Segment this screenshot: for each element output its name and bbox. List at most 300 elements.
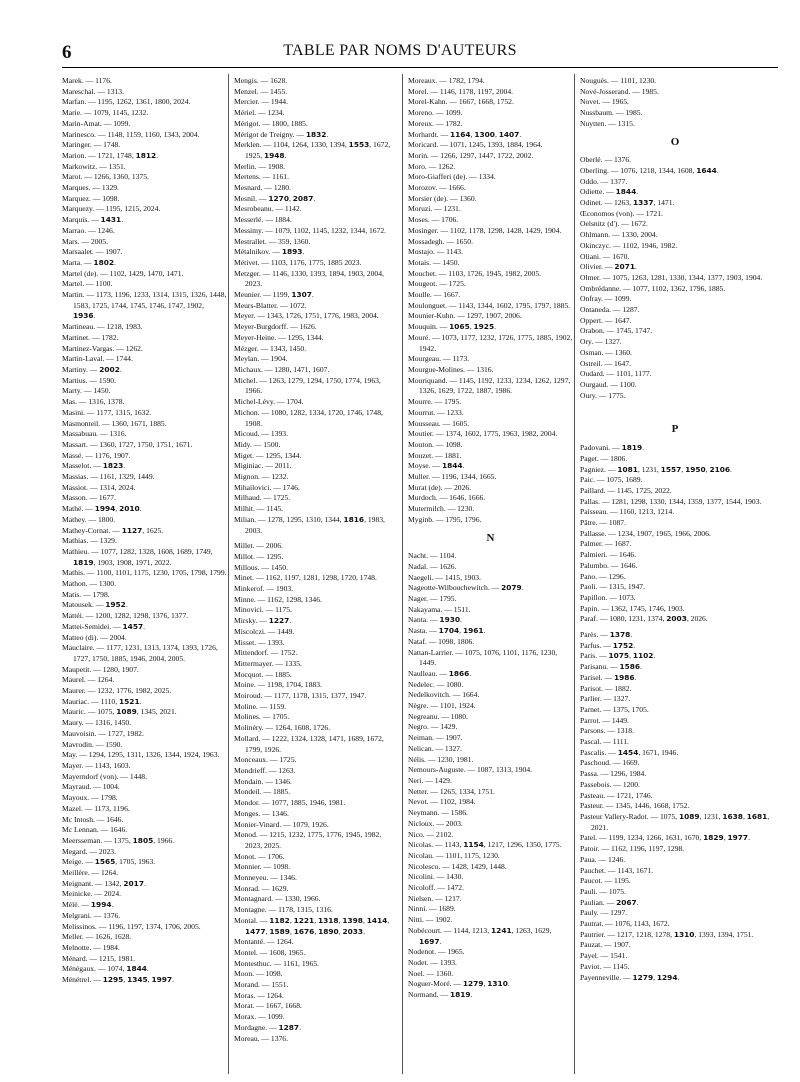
index-entry: Padovani. — 1819.: [580, 443, 645, 453]
index-entry: Parisot. — 1882.: [580, 683, 632, 693]
index-entry: Nodenot. — 1965.: [408, 947, 465, 957]
index-entry: Michel. — 1263, 1279, 1294, 1750, 1774, 1963, 1966.: [234, 375, 381, 396]
index-entry: Mathey. — 1800.: [62, 514, 116, 524]
index-entry: Ontaneda. — 1287.: [580, 305, 640, 315]
index-entry: Nedelec. — 1080.: [408, 679, 464, 689]
index-entry: Nicolas. — 1143, 1154, 1217, 1296, 1350, 1775.: [408, 840, 562, 850]
index-entry: Passebois. — 1200.: [580, 779, 640, 789]
index-entry: Marot. — 1266, 1360, 1375.: [62, 172, 149, 182]
index-entry: Mollard. — 1222, 1324, 1328, 1471, 1689, 1672, 1799, 1926.: [234, 733, 384, 754]
index-entry: Matis. — 1798.: [62, 589, 110, 599]
index-entry: Melnotte. — 1984.: [62, 942, 120, 952]
index-entry: Mauclaire. — 1177, 1231, 1313, 1374, 1393, 1726, 1727, 1750, 1885, 1946, 2004, 2005.: [62, 643, 218, 663]
index-entry: Pautrat. — 1076, 1143, 1672.: [580, 919, 670, 929]
index-entry: Ory. — 1327.: [580, 337, 622, 347]
index-entry: Minne. — 1162, 1298, 1346.: [234, 594, 322, 604]
index-entry: Matousek. — 1952.: [62, 600, 128, 610]
index-entry: Mourgeau. — 1173.: [408, 354, 470, 364]
index-entry: Mareschal. — 1313.: [62, 86, 124, 96]
index-entry: Marquis. — 1431.: [62, 215, 124, 225]
index-entry: Mathé. — 1994, 2010.: [62, 504, 142, 514]
index-entry: Mourgue-Molines. — 1316.: [408, 364, 494, 374]
index-entry: Mathon. — 1300.: [62, 579, 116, 589]
index-entry: Markowitz. — 1351.: [62, 161, 126, 171]
index-entry: Nevot. — 1102, 1984.: [408, 797, 476, 807]
index-entry: Marquezy. — 1195, 1215, 2024.: [62, 204, 161, 214]
index-entry: Meyer-Burgdorff. — 1626.: [234, 322, 317, 332]
index-entry: Montal. — 1182, 1221, 1318, 1398, 1414, 1477, 1589, 1676, 1890, 2033.: [234, 915, 390, 936]
index-entry: Moutier. — 1374, 1602, 1775, 1963, 1982, 2004.: [408, 429, 558, 439]
index-entry: Michon. — 1080, 1282, 1334, 1720, 1746, 1748, 1908.: [234, 407, 383, 428]
index-entry: Morand. — 1551.: [234, 980, 289, 990]
index-entry: Montanté. — 1264.: [234, 937, 294, 947]
index-entry: Oury. — 1775.: [580, 390, 626, 400]
index-entry: Pallasse. — 1234, 1907, 1965, 1966, 2006.: [580, 528, 711, 538]
index-entry: Mondrieff. — 1263.: [234, 766, 296, 775]
index-entry: Megard. — 2023.: [62, 846, 116, 856]
index-entry: Mittendorf. — 1752.: [234, 648, 298, 658]
index-entry: Pallas. — 1281, 1298, 1330, 1344, 1359, 1377, 1544, 1903.: [580, 496, 762, 506]
index-entry: Moon. — 1098.: [234, 969, 283, 979]
index-entry: Montagne. — 1178, 1315, 1316.: [234, 905, 333, 915]
index-entry: Netter. — 1265, 1334, 1751.: [408, 786, 495, 796]
index-entry: Nougués. — 1101, 1230.: [580, 76, 657, 85]
index-entry: Mélé. — 1994.: [62, 900, 114, 910]
index-entry: Passa. — 1296, 1984.: [580, 769, 647, 779]
index-entry: Martius. — 1590.: [62, 375, 116, 385]
index-entry: Mc Intosh. — 1646.: [62, 814, 124, 824]
index-entry: Minovici. — 1175.: [234, 605, 292, 615]
index-entry: Papillon. — 1073.: [580, 592, 636, 602]
index-entry: Mestrallet. — 359, 1360.: [234, 236, 311, 246]
index-entry: Parisanu. — 1586.: [580, 662, 642, 672]
index-entry: Mas. — 1316, 1378.: [62, 397, 125, 407]
index-entry: Nacht. — 1104.: [408, 551, 457, 561]
index-entry: Mondain. — 1346.: [234, 776, 292, 786]
index-entry: Micoud. — 1393.: [234, 429, 288, 439]
index-entry: Paua. — 1246.: [580, 854, 626, 864]
index-entry: Pascalis. — 1454, 1671, 1946.: [580, 747, 679, 757]
index-entry: Mutermilch. — 1230.: [408, 504, 475, 514]
index-entry: Pauzat. — 1907.: [580, 940, 631, 950]
index-entry: Milian. — 1278, 1295, 1310, 1344, 1816, 1983, 2003.: [234, 514, 385, 535]
index-entry: Michel-Lévy. — 1704.: [234, 397, 304, 407]
index-entry: Nicolini. — 1430.: [408, 872, 464, 882]
index-column-1: [62, 76, 227, 986]
index-entry: Pauli. — 1075.: [580, 886, 626, 896]
index-entry: Millet. — 2006.: [234, 541, 283, 551]
index-entry: Marsaalet. — 1907.: [62, 247, 123, 257]
index-entry: Miscolczi. — 1449.: [234, 626, 295, 636]
index-entry: Paraf. — 1080, 1231, 1374, 2003, 2026.: [580, 614, 708, 624]
index-entry: Melgrani. — 1376.: [62, 910, 121, 920]
index-entry: Mattéi. — 1200, 1282, 1298, 1376, 1377.: [62, 611, 189, 621]
section-letter-heading: O: [670, 135, 680, 148]
index-entry: Midy. — 1500.: [234, 439, 281, 449]
index-entry: Masselot. — 1823.: [62, 461, 126, 471]
index-entry: Paviot. — 1145.: [580, 961, 630, 971]
index-entry: Paris. — 1075, 1102.: [580, 651, 656, 661]
index-entry: Mavrodin. — 1590.: [62, 739, 123, 749]
index-entry: Nicoloff. — 1472.: [408, 883, 464, 893]
index-entry: Moyse. — 1844.: [408, 461, 465, 471]
index-entry: Pâtre. — 1087.: [580, 518, 626, 528]
index-entry: Meylan. — 1904.: [234, 354, 288, 364]
index-entry: Nageotte-Wilbouchewitch. — 2079.: [408, 583, 524, 593]
index-entry: Nuytten. — 1315.: [580, 118, 635, 128]
index-entry: Milhaud. — 1725.: [234, 493, 291, 503]
index-entry: Mirsky. — 1227.: [234, 616, 292, 626]
index-entry: Noguer-Moré. — 1279, 1310.: [408, 979, 510, 989]
index-entry: Mathey-Cornat. — 1127, 1625.: [62, 525, 164, 535]
index-entry: Pauchet. — 1143, 1671.: [580, 865, 654, 875]
index-entry: Métivet. — 1103, 1176, 1775, 1885 2023.: [234, 257, 362, 267]
index-entry: Morin. — 1266, 1297, 1447, 1722, 2002.: [408, 150, 534, 160]
column-divider: [228, 74, 229, 1074]
index-entry: Ourgaud. — 1100.: [580, 379, 637, 389]
index-entry: Myginb. — 1795, 1796.: [408, 514, 482, 524]
index-entry: Mengis. — 1628.: [234, 76, 288, 85]
index-entry: Mériel. — 1234.: [234, 108, 285, 118]
index-entry: Oudard. — 1101, 1177.: [580, 369, 652, 379]
index-entry: Moro. — 1262.: [408, 161, 456, 171]
index-entry: Oelsnitz (d'). — 1672.: [580, 219, 648, 229]
index-entry: Neiman. — 1907.: [408, 733, 463, 743]
index-entry: Paucot. — 1195.: [580, 876, 631, 886]
index-entry: Massart. — 1360, 1727, 1750, 1751, 1671.: [62, 439, 193, 449]
index-entry: Parrot. — 1449.: [580, 715, 629, 725]
index-entry: Minet. — 1162, 1197, 1281, 1298, 1720, 1748.: [234, 573, 377, 583]
section-letter-heading: N: [486, 531, 495, 544]
index-entry: Massias. — 1161, 1329, 1449.: [62, 472, 155, 482]
index-entry: Payel. — 1541.: [580, 951, 628, 961]
index-entry: Maurer. — 1232, 1776, 1982, 2025.: [62, 686, 172, 696]
index-entry: Métalnikov. — 1893.: [234, 247, 305, 257]
index-entry: Olivier. — 2071.: [580, 262, 637, 272]
index-entry: Nakayama. — 1511.: [408, 604, 471, 614]
index-entry: Pasteur Vallery-Radot. — 1075, 1089, 1231, 1638, 1681, 2021.: [580, 812, 770, 832]
index-entry: Montel. — 1608, 1965.: [234, 947, 306, 957]
index-entry: Messerlé. — 1884.: [234, 215, 292, 225]
index-entry: Moras. — 1264.: [234, 990, 284, 1000]
index-entry: Martinet. — 1782.: [62, 332, 119, 342]
index-entry: Mattei-Semidei. — 1457.: [62, 621, 146, 631]
index-entry: Moreux. — 1782.: [408, 118, 463, 128]
index-entry: Mesnil. — 1270, 2087.: [234, 193, 316, 203]
index-entry: Martin-Laval. — 1744.: [62, 354, 133, 364]
index-entry: Nielsen. — 1217.: [408, 893, 462, 903]
column-divider: [402, 74, 403, 1074]
index-entry: Mauric. — 1075, 1089, 1345, 2021.: [62, 707, 177, 717]
index-entry: Mourre. — 1795.: [408, 397, 462, 407]
index-entry: Mathieu. — 1077, 1282, 1328, 1608, 1689, 1749, 1819, 1903, 1908, 1971, 2022.: [62, 546, 213, 567]
index-entry: Meinicke. — 2024.: [62, 889, 122, 899]
index-entry: Matteo (di). — 2004.: [62, 632, 127, 642]
index-entry: Ostreil. — 1647.: [580, 358, 632, 368]
index-entry: Moline. — 1159.: [234, 701, 287, 711]
index-entry: May. — 1294, 1295, 1311, 1326, 1344, 1924, 1963.: [62, 750, 220, 760]
index-entry: Martel (de). — 1102, 1429, 1470, 1471.: [62, 268, 184, 278]
index-entry: Meersseman. — 1375, 1805, 1966.: [62, 835, 175, 845]
index-entry: Noel. — 1360.: [408, 968, 454, 978]
index-entry: Paisseau. — 1160, 1213, 1214.: [580, 507, 675, 517]
index-entry: Moricard. — 1071, 1245, 1393, 1884, 1964.: [408, 140, 543, 150]
index-entry: Montesthuc. — 1161, 1965.: [234, 958, 319, 968]
index-entry: Mouquin. — 1065, 1925.: [408, 322, 496, 332]
index-entry: Nicloux. — 2003.: [408, 818, 463, 828]
index-entry: Mittermayer. — 1335.: [234, 658, 302, 668]
index-entry: Meyer. — 1343, 1726, 1751, 1776, 1983, 2004.: [234, 311, 379, 321]
index-entry: Mayerndorf (von). — 1448.: [62, 771, 147, 781]
index-entry: Ménégaux. — 1074, 1844.: [62, 964, 149, 974]
index-entry: Misset. — 1393.: [234, 637, 285, 647]
index-entry: Mouchet. — 1103, 1726, 1945, 1982, 2005.: [408, 268, 542, 278]
index-entry: Pautrier. — 1217, 1218, 1278, 1310, 1393, 1394, 1751.: [580, 929, 754, 939]
index-entry: Œconomos (von). — 1721.: [580, 208, 663, 218]
index-entry: Mayer. — 1143, 1603.: [62, 761, 131, 770]
index-entry: Martiny. — 2002.: [62, 364, 122, 374]
index-entry: Mouton. — 1098.: [408, 439, 463, 449]
index-entry: Miget. — 1295, 1344.: [234, 450, 302, 460]
index-entry: Olmer. — 1075, 1263, 1281, 1330, 1344, 1377, 1903, 1904.: [580, 272, 763, 282]
index-entry: Muller. — 1196, 1344, 1665.: [408, 472, 497, 482]
index-entry: Mathias. — 1329.: [62, 536, 117, 546]
index-entry: Marfan. — 1195, 1262, 1361, 1800, 2024.: [62, 97, 191, 107]
index-entry: Mousseau. — 1605.: [408, 418, 470, 428]
index-entry: Parès. — 1378.: [580, 630, 633, 640]
index-entry: Mostajo. — 1143.: [408, 247, 463, 257]
index-entry: Messimy. — 1079, 1102, 1145, 1232, 1344, 1672.: [234, 225, 387, 235]
index-entry: Mouriquand. — 1145, 1192, 1233, 1234, 1262, 1297, 1326, 1629, 1722, 1887, 1986.: [408, 375, 571, 396]
index-entry: Mérigot de Treigny. — 1832.: [234, 129, 329, 139]
index-entry: Maupetit. — 1280, 1907.: [62, 664, 139, 674]
index-entry: Moro-Giafferi (de). — 1334.: [408, 172, 496, 182]
index-entry: Mercier. — 1944.: [234, 97, 288, 107]
index-entry: Moreaux. — 1782, 1794.: [408, 76, 485, 85]
index-entry: Payenneville. — 1279, 1294.: [580, 972, 680, 982]
index-entry: Mossadegh. — 1650.: [408, 236, 473, 246]
index-entry: Nager. — 1795.: [408, 594, 457, 604]
index-entry: Mondeil. — 1885.: [234, 787, 291, 797]
index-entry: Pano. — 1296.: [580, 571, 626, 581]
index-entry: Mougeot. — 1725.: [408, 279, 466, 289]
index-entry: Morsier (de). — 1360.: [408, 193, 477, 203]
index-entry: Parisel. — 1986.: [580, 672, 637, 682]
index-entry: Nelican. — 1327.: [408, 743, 462, 753]
index-entry: Mouré. — 1073, 1177, 1232, 1726, 1775, 1885, 1902, 1942.: [408, 332, 573, 353]
index-entry: Parnet. — 1375, 1705.: [580, 704, 649, 714]
index-entry: Monneyeu. — 1346.: [234, 873, 297, 883]
index-entry: Neymann. — 1586.: [408, 808, 468, 818]
index-entry: Palumbo. — 1646.: [580, 560, 638, 570]
index-entry: Osman. — 1360.: [580, 347, 632, 357]
index-entry: Mouzet. — 1881.: [408, 450, 462, 460]
index-entry: Moruzi. — 1231.: [408, 204, 461, 214]
index-entry: Menzel. — 1455.: [234, 86, 288, 96]
index-entry: Patoir. — 1162, 1196, 1197, 1298.: [580, 844, 685, 854]
index-entry: Nitti. — 1902.: [408, 915, 453, 925]
index-entry: Pasteur. — 1345, 1446, 1668, 1752.: [580, 801, 690, 811]
page-title: TABLE PAR NOMS D'AUTEURS: [283, 42, 517, 59]
index-entry: Millot. — 1295.: [234, 551, 284, 561]
index-entry: Parfus. — 1752.: [580, 640, 636, 650]
index-entry: Nussbaum. — 1985.: [580, 108, 643, 118]
index-entry: Marion. — 1721, 1748, 1812.: [62, 150, 159, 160]
index-entry: Minkerof. — 1903.: [234, 584, 294, 594]
index-entry: Mondor. — 1077, 1885, 1946, 1981.: [234, 798, 346, 808]
index-entry: Meurs-Blatter. — 1072.: [234, 300, 307, 310]
index-entry: Massiot. — 1314, 2024.: [62, 482, 136, 492]
index-entry: Nobécourt. — 1144, 1213, 1241, 1263, 1629, 1697.: [408, 925, 552, 946]
index-entry: Morhardt. — 1164, 1300, 1407.: [408, 129, 522, 139]
index-entry: Martel. — 1100.: [62, 279, 113, 289]
index-entry: Martinez-Vargas. — 1262.: [62, 343, 143, 353]
index-entry: Moulonguet. — 1143, 1344, 1602, 1795, 1797, 1885.: [408, 300, 571, 310]
index-column-2: [234, 76, 399, 1044]
index-entry: Morel. — 1146, 1178, 1197, 2004.: [408, 86, 514, 96]
index-entry: Pasteau. — 1721, 1746.: [580, 790, 653, 800]
index-entry: Morat. — 1667, 1668.: [234, 1001, 302, 1011]
index-entry: Maringer. — 1748.: [62, 140, 121, 150]
index-entry: Massabuau. — 1316.: [62, 429, 127, 439]
index-entry: Paget. — 1806.: [580, 453, 628, 463]
index-entry: Ohlmann. — 1330, 2004.: [580, 230, 658, 240]
index-entry: Paschoud. — 1669.: [580, 758, 640, 768]
index-column-3: [408, 76, 573, 1001]
index-entry: Metzger. — 1146, 1330, 1393, 1894, 1903, 2004, 2023.: [234, 268, 384, 289]
index-entry: Pascal. — 1111.: [580, 737, 629, 747]
index-entry: Pagniez. — 1081, 1231, 1557, 1950, 2106.: [580, 464, 732, 474]
index-entry: Mc Lennan. — 1646.: [62, 825, 128, 835]
index-entry: Nodet. — 1393.: [408, 957, 457, 967]
index-entry: Monceaux. — 1725.: [234, 755, 297, 765]
index-entry: Mauriac. — 1110, 1521.: [62, 696, 142, 706]
index-entry: Ménétrel. — 1295, 1345, 1997.: [62, 975, 174, 985]
index-entry: Marques. — 1329.: [62, 183, 119, 193]
index-entry: Odiette. — 1844.: [580, 187, 639, 197]
index-entry: Nemours-Auguste. — 1087, 1313, 1904.: [408, 765, 533, 775]
index-entry: Negreanu. — 1080.: [408, 711, 468, 721]
index-entry: Normand. — 1819.: [408, 990, 473, 1000]
index-entry: Onfray. — 1099.: [580, 294, 632, 304]
index-entry: Moreau. — 1376.: [234, 1033, 288, 1043]
index-entry: Nedelkovitch. — 1664.: [408, 690, 480, 700]
index-entry: Mars. — 2005.: [62, 236, 108, 246]
index-entry: Oberling. — 1076, 1218, 1344, 1608, 1644.: [580, 165, 719, 175]
index-entry: Neri. — 1429.: [408, 776, 452, 785]
index-entry: Nico. — 2102.: [408, 829, 454, 839]
index-entry: Mesrobeanu. — 1142.: [234, 204, 302, 214]
index-entry: Oliani. — 1670.: [580, 251, 630, 261]
index-entry: Masmonteil. — 1360, 1671, 1885.: [62, 418, 167, 428]
column-divider: [574, 74, 575, 1074]
index-entry: Massé. — 1176, 1907.: [62, 450, 131, 460]
index-column-4: [580, 76, 770, 983]
index-entry: Melissinos. — 1196, 1197, 1374, 1706, 2005.: [62, 921, 201, 931]
page-number: 6: [62, 42, 72, 63]
section-spacer: [580, 401, 770, 417]
index-entry: Novet. — 1965.: [580, 97, 629, 107]
index-entry: Mosinger. — 1102, 1178, 1298, 1428, 1429, 1904.: [408, 225, 562, 235]
index-entry: Mayraud. — 1004.: [62, 782, 120, 792]
index-entry: Mihailovici. — 1746.: [234, 482, 300, 492]
index-entry: Marrao. — 1246.: [62, 225, 115, 235]
index-entry: Moses. — 1706.: [408, 215, 459, 225]
index-entry: Nattan-Larrier. — 1075, 1076, 1101, 1176, 1230, 1449.: [408, 647, 558, 668]
index-entry: Oppert. — 1647.: [580, 315, 632, 325]
index-entry: Mazel. — 1173, 1196.: [62, 803, 130, 813]
index-entry: Okinczyc. — 1102, 1946, 1982.: [580, 240, 678, 250]
index-entry: Naegeli. — 1415, 1903.: [408, 572, 481, 582]
index-entry: Marin-Amat. — 1099.: [62, 118, 131, 128]
index-entry: Mignon. — 1232.: [234, 472, 289, 482]
index-entry: Moine. — 1198, 1704, 1883.: [234, 680, 322, 690]
index-entry: Meller. — 1626, 1628.: [62, 932, 132, 942]
index-entry: Maury. — 1316, 1450.: [62, 718, 132, 728]
index-entry: Millous. — 1450.: [234, 562, 289, 572]
index-entry: Nové-Josserand. — 1985.: [580, 86, 659, 96]
index-entry: Milhit. — 1145.: [234, 504, 284, 514]
index-entry: Parlier. — 1327.: [580, 694, 631, 704]
index-entry: Molines. — 1705.: [234, 712, 290, 722]
index-entry: Monnier. — 1098.: [234, 862, 291, 872]
index-entry: Nasta. — 1704, 1961.: [408, 626, 486, 636]
index-entry: Meige. — 1565, 1705, 1963.: [62, 857, 156, 867]
index-entry: Parsons. — 1318.: [580, 726, 635, 736]
index-entry: Nanta. — 1930.: [408, 615, 462, 625]
index-entry: Ménard. — 1215, 1981.: [62, 953, 135, 963]
index-entry: Meignant. — 1342, 2017.: [62, 878, 146, 888]
index-entry: Mézger. — 1343, 1450.: [234, 343, 307, 353]
index-entry: Paoli. — 1315, 1947.: [580, 582, 645, 592]
index-entry: Negro. — 1429.: [408, 722, 458, 732]
index-entry: Monot. — 1706.: [234, 851, 285, 861]
index-entry: Maurel. — 1264.: [62, 675, 115, 685]
index-entry: Monier-Vinard. — 1079, 1926.: [234, 819, 329, 829]
index-entry: Palmieri. — 1646.: [580, 550, 637, 560]
index-entry: Meyer-Heine. — 1295, 1344.: [234, 332, 324, 342]
index-entry: Marie. — 1079, 1145, 1232.: [62, 108, 149, 118]
index-entry: Montagnard. — 1330, 1966.: [234, 894, 321, 904]
index-entry: Morax. — 1099.: [234, 1012, 285, 1022]
index-entry: Mourrut. — 1233.: [408, 407, 464, 417]
index-entry: Ombrédanne. — 1077, 1102, 1362, 1796, 1885.: [580, 283, 726, 293]
index-entry: Mérigot. — 1800, 1885.: [234, 118, 308, 128]
index-entry: Mocquot. — 1885.: [234, 669, 292, 679]
index-entry: Marinesco. — 1148, 1159, 1160, 1343, 2004.: [62, 129, 200, 139]
index-entry: Mayoux. — 1798.: [62, 793, 118, 803]
index-entry: Merklen. — 1104, 1264, 1330, 1394, 1553, 1672, 1925, 1948.: [234, 140, 391, 160]
index-entry: Murat (de). — 2026.: [408, 482, 472, 492]
index-entry: Miginiac. — 2011.: [234, 461, 292, 471]
section-letter-heading: P: [671, 423, 679, 436]
index-entry: Patel. — 1199, 1234, 1266, 1631, 1670, 1829, 1977.: [580, 833, 750, 843]
index-entry: Marquez. — 1098.: [62, 193, 120, 203]
index-entry: Mounier-Kuhn. — 1297, 1907, 2006.: [408, 311, 522, 321]
index-entry: Morozov. — 1666.: [408, 183, 466, 193]
index-entry: Odinet. — 1263, 1337, 1471.: [580, 198, 675, 208]
index-entry: Marta. — 1802.: [62, 257, 116, 267]
index-entry: Nicolau. — 1101, 1175, 1230.: [408, 850, 500, 860]
index-entry: Mauvoisin. — 1727, 1982.: [62, 728, 144, 738]
index-entry: Nélis. — 1230, 1981.: [408, 754, 474, 764]
index-entry: Martineau. — 1218, 1983.: [62, 322, 143, 332]
index-entry: Marek. — 1176.: [62, 76, 112, 85]
index-entry: Paillard. — 1145, 1725, 2022.: [580, 485, 672, 495]
index-entry: Molinéry. — 1264, 1608, 1726.: [234, 723, 331, 733]
header-rule: [62, 67, 778, 68]
index-entry: Nataf. — 1098, 1806.: [408, 636, 475, 646]
